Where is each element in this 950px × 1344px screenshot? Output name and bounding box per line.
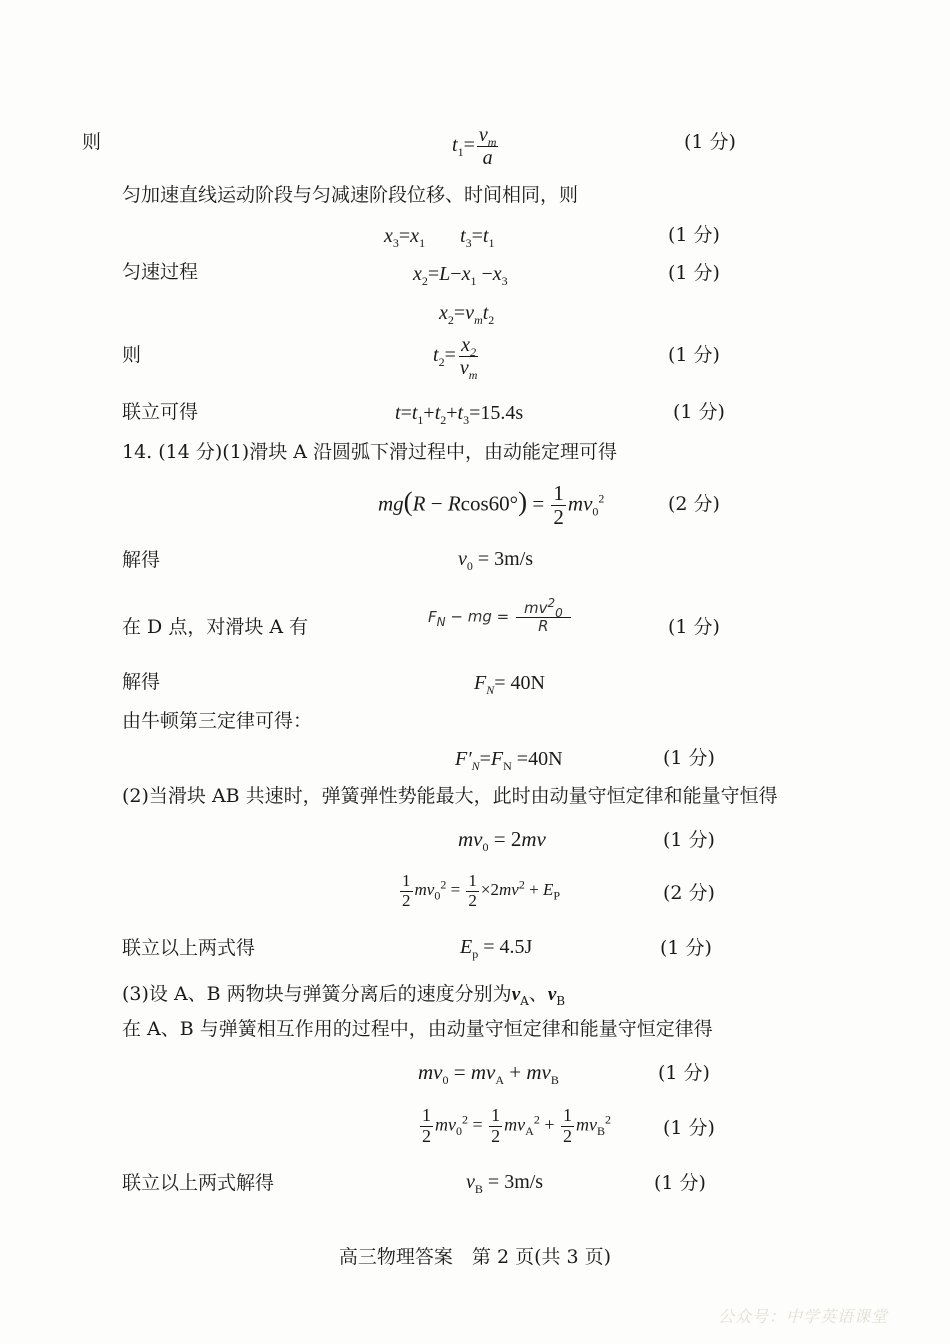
- formula-ep: $E_p = 4.5J$: [460, 936, 533, 961]
- score-r7: (1 分): [673, 401, 725, 423]
- formula-fn-prime: $F'_N=F_N =40N$: [455, 748, 563, 773]
- score-r6: (1 分): [668, 344, 720, 366]
- page-footer: 高三物理答案 第 2 页(共 3 页): [338, 1246, 612, 1268]
- paragraph-newton-third: 由牛顿第三定律可得：: [122, 710, 313, 732]
- formula-normal-force: $F_N$ − mg = $\frac{mv^2_0}{R}$: [428, 600, 573, 634]
- formula-energy-conservation-1: $\frac{1}{2}$ $mv_0^2$ = $\frac{1}{2}$ $\times 2mv^2 + E_P$: [402, 871, 561, 910]
- label-uniform-process: 匀速过程: [122, 261, 199, 283]
- label-combine-vb: 联立以上两式解得: [122, 1172, 275, 1194]
- formula-total-time: $t=t_1+t_2+t_3=15.4s$: [395, 402, 524, 427]
- result-fn: 40N: [510, 672, 545, 694]
- paragraph-part-2: (2)当滑块 AB 共速时，弹簧弹性势能最大，此时由动量守恒定律和能量守恒得: [122, 785, 778, 807]
- score-r9: (2 分): [668, 493, 720, 515]
- part-3-text: (3)设 A、B 两物块与弹簧分离后的速度分别为: [122, 983, 512, 1005]
- score-r22: (1 分): [663, 1117, 715, 1139]
- result-ep: 4.5J: [499, 936, 533, 958]
- label-solve-1: 解得: [122, 549, 161, 571]
- formula-momentum-1: $mv_0 = 2mv$: [458, 827, 546, 855]
- score-r1: (1 分): [684, 131, 736, 153]
- score-r17: (2 分): [663, 882, 715, 904]
- score-r16: (1 分): [663, 829, 715, 851]
- label-combine: 联立可得: [122, 401, 199, 423]
- formula-vb: $v_B = 3m/s$: [466, 1171, 544, 1196]
- formula-x2-vm-t2: $x_2=v_mt_2$: [439, 302, 495, 327]
- score-r4: (1 分): [668, 262, 720, 284]
- result-fn-prime: 40N: [528, 748, 563, 770]
- formula-t2: $t_2=$ $\frac{x_2}{v_m}$: [433, 334, 478, 382]
- score-r23: (1 分): [654, 1172, 706, 1194]
- label-ze-2: 则: [122, 344, 142, 366]
- formula-energy-theorem: mg(R − Rcos60°) = $\frac{1}{2}$ $mv_0^2$: [378, 481, 605, 530]
- label-solve-2: 解得: [122, 671, 161, 693]
- formula-t1: $t_1=$ $\frac{v_m}{a}$: [452, 124, 497, 169]
- paragraph-uniform-accel: 匀加速直线运动阶段与匀减速阶段位移、时间相同，则: [122, 184, 579, 206]
- label-point-d: 在 D 点，对滑块 A 有: [122, 616, 309, 638]
- score-r14: (1 分): [663, 747, 715, 769]
- paragraph-part-3: (3)设 A、B 两物块与弹簧分离后的速度分别为$v_A$、$v_B$: [122, 983, 566, 1008]
- formula-x3-t3: $x_3=x_1$ $t_3=t_1$: [384, 225, 495, 250]
- score-r11: (1 分): [668, 616, 720, 638]
- formula-energy-conservation-2: $\frac{1}{2}$ $mv_0^2$ = $\frac{1}{2}$ $mv_A^2$ + $\frac{1}{2}$ $mv_B^2$: [422, 1105, 611, 1146]
- result-v0: 3m/s: [494, 548, 534, 570]
- formula-v0: $v_0 = 3m/s$: [458, 548, 534, 573]
- result-total-time: 15.4s: [480, 402, 524, 424]
- question-14-heading: 14. (14 分)(1)滑块 A 沿圆弧下滑过程中，由动能定理可得: [122, 441, 618, 463]
- score-r21: (1 分): [658, 1062, 710, 1084]
- result-vb: 3m/s: [504, 1171, 544, 1193]
- label-combine-ep: 联立以上两式得: [122, 937, 256, 959]
- score-r18: (1 分): [660, 937, 712, 959]
- formula-x2: $x_2=L-x_1 -x_3$: [413, 263, 508, 288]
- formula-fn: $F_N= 40N$: [474, 672, 545, 697]
- formula-momentum-2: $mv_0 = mv_A + mv_B$: [418, 1060, 559, 1088]
- watermark: 公众号：中学英语课堂: [717, 1307, 888, 1326]
- score-r3: (1 分): [668, 224, 720, 246]
- label-ze-1: 则: [82, 131, 102, 153]
- paragraph-interaction: 在 A、B 与弹簧相互作用的过程中，由动量守恒定律和能量守恒定律得: [122, 1018, 713, 1040]
